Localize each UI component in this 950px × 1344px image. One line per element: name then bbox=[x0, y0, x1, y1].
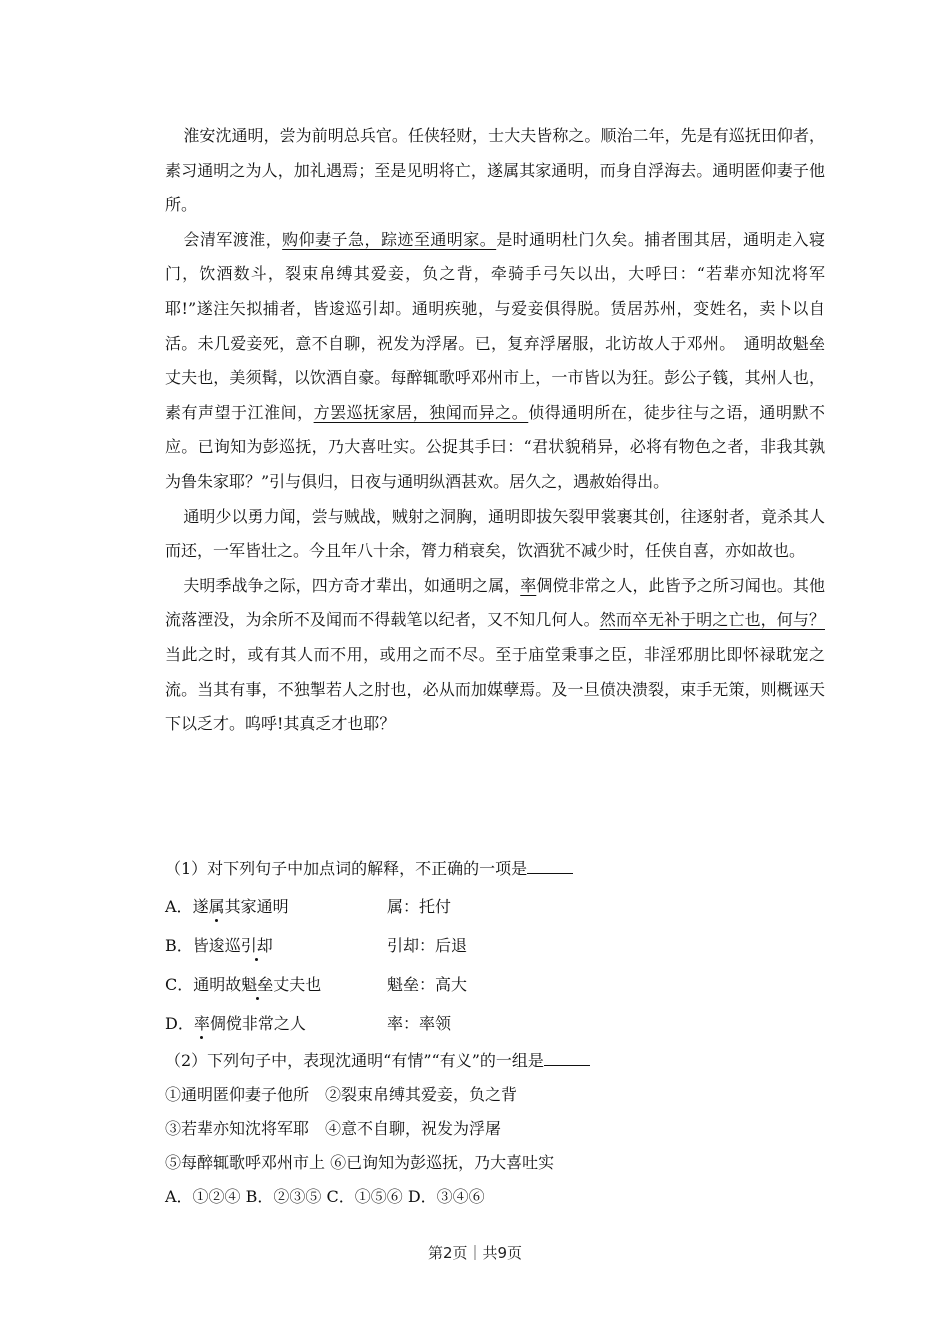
passage-paragraph-2: 会清军渡淮，购仰妻子急，踪迹至通明家。是时通明杜门久矣。捕者围其居，通明走入寝门，饮酒数斗，裂束帛缚其爱妾，负之背，牵骑手弓矢以出，大呼曰：“若辈亦知沈将军耶!”遂注矢拟捕者，皆逡巡引却。通明疾驰，与爱妾俱得脱。赁居苏州，变姓名，卖卜以自活。未几爱妾死，意不自聊，祝发为浮屠。已，复弃浮屠服，北访故人于邓州。 通明故魁垒丈夫也，美须髯，以饮酒自豪。每醉辄歌呼邓州市上，一市皆以为狂。彭公子篯，其州人也，素有声望于江淮间，方罢巡抚家居，独闻而异之。侦得通明所在，徒步往与之语，通明默不应。已询知为彭巡抚，乃大喜吐实。公捉其手曰：“君状貌稍异，必将有物色之者，非我其孰为鲁朱家耶？”引与俱归，日夜与通明纵酒甚欢。居久之，遇赦始得出。 bbox=[165, 229, 825, 491]
question-2-stem: （2）下列句子中，表现沈通明“有情”“有义”的一组是 bbox=[165, 1044, 825, 1078]
passage bbox=[165, 119, 825, 742]
question-1 bbox=[165, 852, 825, 1042]
option-d: D．率倜傥非常之人 率：率领 bbox=[165, 1003, 825, 1042]
answer-blank[interactable] bbox=[544, 1051, 590, 1066]
question-2-row-3: ⑤每醉辄歌呼邓州市上 ⑥已询知为彭巡抚，乃大喜吐实 bbox=[165, 1153, 555, 1172]
dotted-word: 魁垒 bbox=[241, 972, 273, 995]
option-d-gloss: 率：率领 bbox=[387, 1014, 452, 1033]
question-2-choices: A．①②④ B．②③⑤ C．①⑤⑥ D．③④⑥ bbox=[165, 1187, 485, 1206]
passage-paragraph-4: 夫明季战争之际，四方奇才辈出，如通明之属，率倜傥非常之人，此皆予之所习闻也。其他流落湮没，为余所不及闻而不得载笔以纪者，又不知几何人。然而卒无补于明之亡也，何与？当此之时，或有其人而不用，或用之而不尽。至于庙堂秉事之臣，非淫邪朋比即怀禄耽宠之流。当其有事，不独掣若人之肘也，必从而加媒孽焉。及一旦偾决溃裂，束手无策，则概诬天下以乏才。呜呼!其真乏才也耶？ bbox=[165, 575, 825, 734]
option-c: C．通明故魁垒丈夫也 魁垒：高大 bbox=[165, 964, 825, 1003]
option-c-gloss: 魁垒：高大 bbox=[387, 975, 468, 994]
answer-blank[interactable] bbox=[527, 859, 573, 874]
option-a-gloss: 属：托付 bbox=[387, 897, 452, 916]
option-a: A．遂属其家通明 属：托付 bbox=[165, 886, 825, 925]
underlined-sentence-2: 方罢巡抚家居，独闻而异之。 bbox=[313, 402, 529, 422]
option-b-gloss: 引却：后退 bbox=[387, 936, 468, 955]
page-footer: 第2页｜共9页 bbox=[427, 1244, 523, 1262]
question-2-row-1: ①通明匿仰妻子他所 ②裂束帛缚其爱妾，负之背 bbox=[165, 1085, 518, 1104]
dotted-word: 率 bbox=[194, 1011, 210, 1034]
question-1-stem: （1）对下列句子中加点词的解释，不正确的一项是 bbox=[165, 852, 825, 886]
question-2-row-2: ③若辈亦知沈将军耶 ④意不自聊，祝发为浮屠 bbox=[165, 1119, 502, 1138]
option-b: B．皆逡巡引却 引却：后退 bbox=[165, 925, 825, 964]
underlined-sentence-1: 购仰妻子急，踪迹至通明家。 bbox=[282, 229, 497, 249]
passage-paragraph-3: 通明少以勇力闻，尝与贼战，贼射之洞胸，通明即拔矢裂甲裳裹其创，往逐射者，竟杀其人而还，一军皆壮之。今且年八十余，膂力稍衰矣，饮酒犹不减少时，任侠自喜，亦如故也。 bbox=[165, 506, 825, 561]
dotted-word: 引却 bbox=[241, 933, 273, 956]
question-2 bbox=[165, 1044, 825, 1214]
underlined-sentence-3: 然而卒无补于明之亡也，何与？ bbox=[599, 610, 825, 630]
dotted-word: 属 bbox=[209, 894, 225, 917]
underlined-word-lv: 率 bbox=[520, 575, 537, 595]
passage-paragraph-1: 淮安沈通明，尝为前明总兵官。任侠轻财，士大夫皆称之。顺治二年，先是有巡抚田仰者，素习通明之为人，加礼遇焉；至是见明将亡，遂属其家通明，而身自浮海去。通明匿仰妻子他所。 bbox=[165, 126, 825, 215]
